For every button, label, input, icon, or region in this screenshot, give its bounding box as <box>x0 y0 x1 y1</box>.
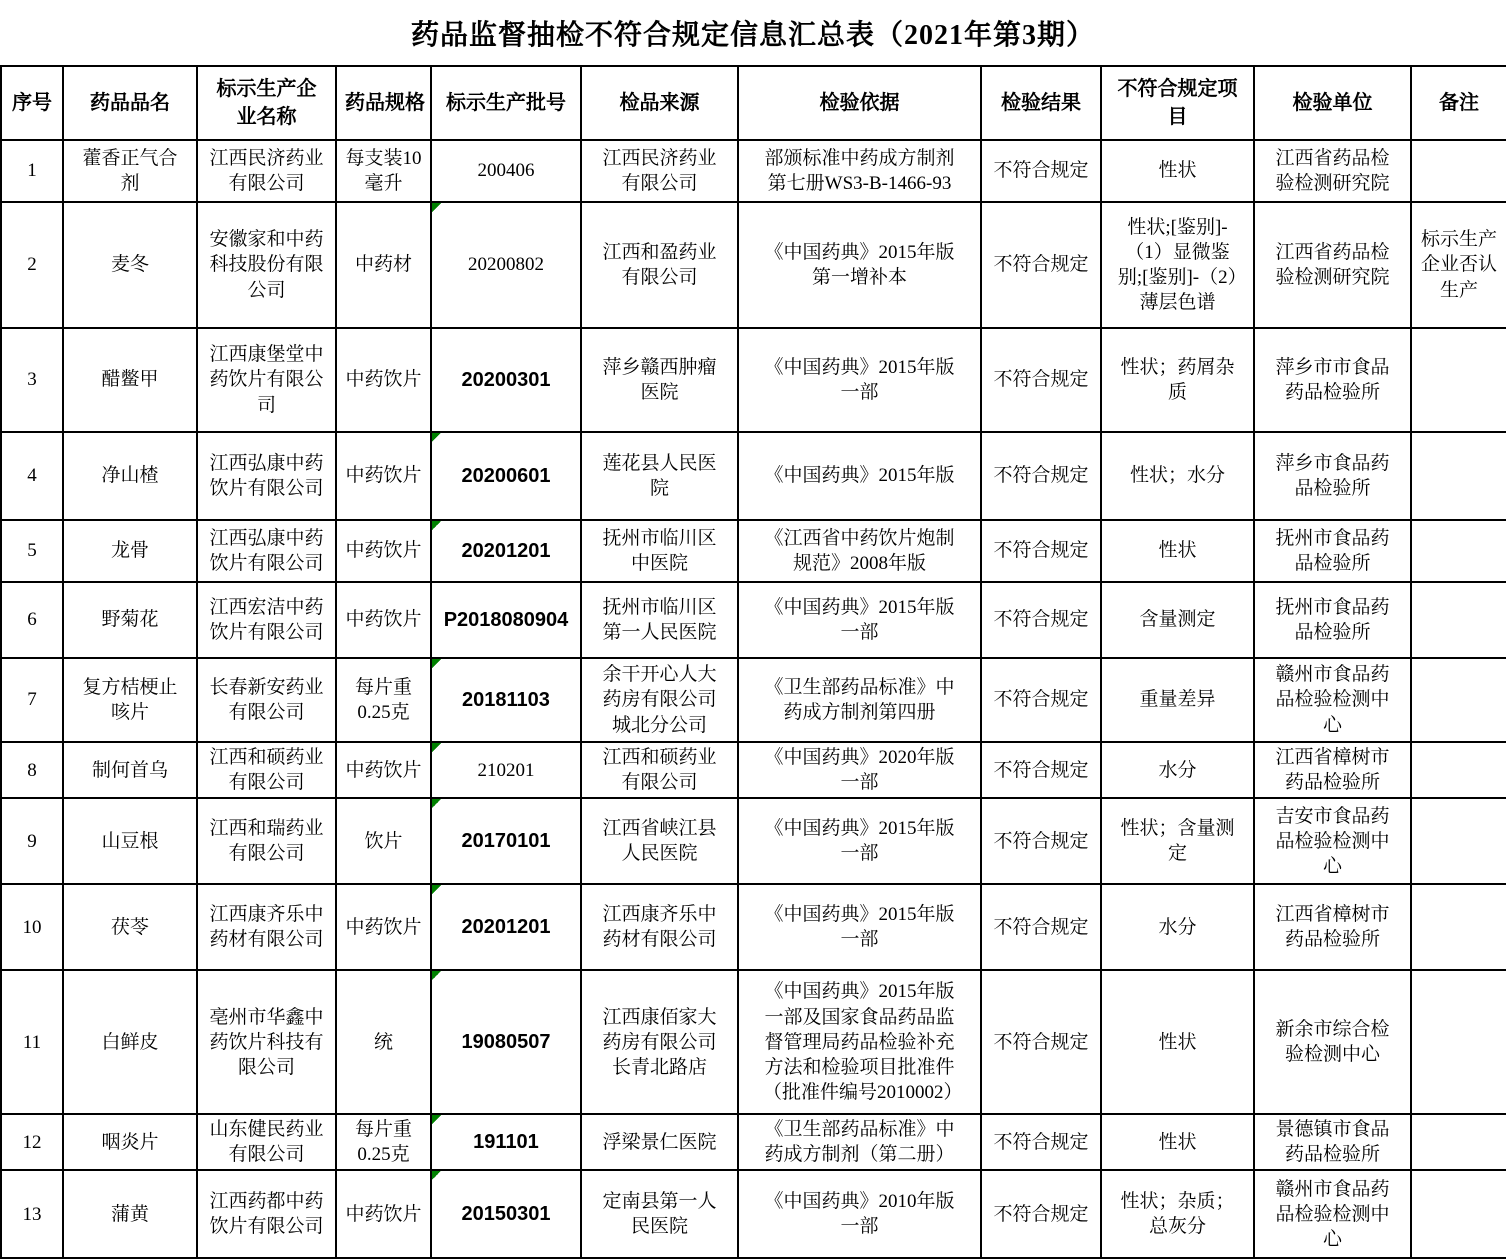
cell-batch: 20181103 <box>431 658 581 742</box>
column-header-source: 检品来源 <box>581 66 738 140</box>
cell-batch: 20200301 <box>431 328 581 432</box>
cell-spec: 饮片 <box>336 798 431 884</box>
cell-no: 7 <box>1 658 63 742</box>
cell-manufacturer: 江西宏洁中药饮片有限公司 <box>197 582 336 658</box>
cell-basis: 《中国药典》2015年版第一增补本 <box>738 202 981 328</box>
cell-basis: 《中国药典》2015年版 <box>738 432 981 520</box>
cell-remark <box>1411 1114 1506 1170</box>
cell-result: 不符合规定 <box>981 884 1101 970</box>
cell-manufacturer: 江西和瑞药业有限公司 <box>197 798 336 884</box>
cell-items: 水分 <box>1101 742 1254 798</box>
page-title: 药品监督抽检不符合规定信息汇总表（2021年第3期） <box>410 19 1095 51</box>
cell-items: 性状 <box>1101 140 1254 202</box>
cell-source: 江西康齐乐中药材有限公司 <box>581 884 738 970</box>
cell-basis: 《卫生部药品标准》中药成方制剂（第二册） <box>738 1114 981 1170</box>
cell-spec: 中药饮片 <box>336 582 431 658</box>
cell-no: 5 <box>1 520 63 582</box>
column-header-basis: 检验依据 <box>738 66 981 140</box>
cell-unit: 新余市综合检验检测中心 <box>1254 970 1411 1114</box>
table-row <box>1 202 1506 328</box>
cell-manufacturer: 安徽家和中药科技股份有限公司 <box>197 202 336 328</box>
cell-name: 龙骨 <box>63 520 197 582</box>
cell-unit: 吉安市食品药品检验检测中心 <box>1254 798 1411 884</box>
cell-manufacturer: 江西弘康中药饮片有限公司 <box>197 520 336 582</box>
cell-basis: 《江西省中药饮片炮制规范》2008年版 <box>738 520 981 582</box>
cell-batch: 20200802 <box>431 202 581 328</box>
cell-batch: 20200601 <box>431 432 581 520</box>
cell-items: 水分 <box>1101 884 1254 970</box>
cell-batch: 19080507 <box>431 970 581 1114</box>
cell-items: 含量测定 <box>1101 582 1254 658</box>
cell-unit: 抚州市食品药品检验所 <box>1254 582 1411 658</box>
cell-source: 江西康佰家大药房有限公司长青北路店 <box>581 970 738 1114</box>
cell-batch: 210201 <box>431 742 581 798</box>
cell-unit: 萍乡市食品药品检验所 <box>1254 432 1411 520</box>
cell-no: 12 <box>1 1114 63 1170</box>
cell-result: 不符合规定 <box>981 1170 1101 1258</box>
cell-no: 6 <box>1 582 63 658</box>
column-header-items: 不符合规定项目 <box>1101 66 1254 140</box>
cell-source: 江西和硕药业有限公司 <box>581 742 738 798</box>
cell-source: 莲花县人民医院 <box>581 432 738 520</box>
cell-spec: 中药饮片 <box>336 1170 431 1258</box>
cell-unit: 景德镇市食品药品检验所 <box>1254 1114 1411 1170</box>
cell-batch: 20201201 <box>431 520 581 582</box>
cell-items: 性状 <box>1101 1114 1254 1170</box>
cell-spec: 每片重0.25克 <box>336 1114 431 1170</box>
cell-name: 蒲黄 <box>63 1170 197 1258</box>
cell-manufacturer: 长春新安药业有限公司 <box>197 658 336 742</box>
cell-unit: 赣州市食品药品检验检测中心 <box>1254 658 1411 742</box>
cell-basis: 《中国药典》2010年版一部 <box>738 1170 981 1258</box>
table-row <box>1 328 1506 432</box>
cell-basis: 部颁标准中药成方制剂第七册WS3-B-1466-93 <box>738 140 981 202</box>
cell-spec: 每支装10毫升 <box>336 140 431 202</box>
cell-source: 抚州市临川区中医院 <box>581 520 738 582</box>
column-header-unit: 检验单位 <box>1254 66 1411 140</box>
cell-items: 性状 <box>1101 520 1254 582</box>
cell-basis: 《中国药典》2015年版一部 <box>738 798 981 884</box>
cell-result: 不符合规定 <box>981 328 1101 432</box>
cell-source: 浮梁景仁医院 <box>581 1114 738 1170</box>
cell-remark <box>1411 1170 1506 1258</box>
cell-result: 不符合规定 <box>981 742 1101 798</box>
cell-source: 江西民济药业有限公司 <box>581 140 738 202</box>
cell-items: 性状；药屑杂质 <box>1101 328 1254 432</box>
cell-result: 不符合规定 <box>981 520 1101 582</box>
table-row <box>1 582 1506 658</box>
cell-batch: 20150301 <box>431 1170 581 1258</box>
cell-name: 咽炎片 <box>63 1114 197 1170</box>
cell-manufacturer: 江西民济药业有限公司 <box>197 140 336 202</box>
table-row <box>1 520 1506 582</box>
cell-name: 白鲜皮 <box>63 970 197 1114</box>
cell-remark <box>1411 798 1506 884</box>
cell-manufacturer: 江西药都中药饮片有限公司 <box>197 1170 336 1258</box>
summary-table <box>0 65 1506 1259</box>
cell-batch: 20170101 <box>431 798 581 884</box>
cell-batch: P2018080904 <box>431 582 581 658</box>
cell-remark <box>1411 140 1506 202</box>
cell-basis: 《卫生部药品标准》中药成方制剂第四册 <box>738 658 981 742</box>
cell-name: 醋鳖甲 <box>63 328 197 432</box>
cell-spec: 中药饮片 <box>336 884 431 970</box>
table-row <box>1 742 1506 798</box>
table-body <box>1 140 1506 1258</box>
table-row <box>1 884 1506 970</box>
cell-batch: 20201201 <box>431 884 581 970</box>
cell-result: 不符合规定 <box>981 582 1101 658</box>
cell-items: 性状;[鉴别]-（1）显微鉴别;[鉴别]-（2）薄层色谱 <box>1101 202 1254 328</box>
cell-source: 抚州市临川区第一人民医院 <box>581 582 738 658</box>
cell-unit: 江西省药品检验检测研究院 <box>1254 202 1411 328</box>
cell-no: 13 <box>1 1170 63 1258</box>
cell-remark: 标示生产企业否认生产 <box>1411 202 1506 328</box>
table-row <box>1 658 1506 742</box>
cell-manufacturer: 江西弘康中药饮片有限公司 <box>197 432 336 520</box>
table-row <box>1 1170 1506 1258</box>
cell-items: 性状；水分 <box>1101 432 1254 520</box>
cell-remark <box>1411 582 1506 658</box>
cell-batch: 200406 <box>431 140 581 202</box>
cell-source: 江西省峡江县人民医院 <box>581 798 738 884</box>
cell-spec: 中药饮片 <box>336 328 431 432</box>
cell-no: 3 <box>1 328 63 432</box>
cell-items: 性状 <box>1101 970 1254 1114</box>
cell-manufacturer: 江西康齐乐中药材有限公司 <box>197 884 336 970</box>
column-header-result: 检验结果 <box>981 66 1101 140</box>
cell-no: 11 <box>1 970 63 1114</box>
cell-manufacturer: 亳州市华鑫中药饮片科技有限公司 <box>197 970 336 1114</box>
cell-spec: 中药饮片 <box>336 432 431 520</box>
cell-no: 2 <box>1 202 63 328</box>
cell-name: 茯苓 <box>63 884 197 970</box>
cell-unit: 赣州市食品药品检验检测中心 <box>1254 1170 1411 1258</box>
cell-manufacturer: 江西和硕药业有限公司 <box>197 742 336 798</box>
cell-basis: 《中国药典》2015年版一部 <box>738 328 981 432</box>
cell-spec: 统 <box>336 970 431 1114</box>
column-header-remark: 备注 <box>1411 66 1506 140</box>
cell-result: 不符合规定 <box>981 970 1101 1114</box>
table-row <box>1 1114 1506 1170</box>
column-header-no: 序号 <box>1 66 63 140</box>
cell-basis: 《中国药典》2020年版一部 <box>738 742 981 798</box>
cell-result: 不符合规定 <box>981 202 1101 328</box>
cell-items: 性状；杂质；总灰分 <box>1101 1170 1254 1258</box>
cell-result: 不符合规定 <box>981 658 1101 742</box>
cell-no: 4 <box>1 432 63 520</box>
cell-remark <box>1411 658 1506 742</box>
cell-spec: 中药饮片 <box>336 520 431 582</box>
cell-result: 不符合规定 <box>981 140 1101 202</box>
cell-remark <box>1411 432 1506 520</box>
cell-basis: 《中国药典》2015年版一部及国家食品药品监督管理局药品检验补充方法和检验项目批准件（批准件编号2010002） <box>738 970 981 1114</box>
cell-manufacturer: 山东健民药业有限公司 <box>197 1114 336 1170</box>
cell-unit: 江西省药品检验检测研究院 <box>1254 140 1411 202</box>
cell-source: 江西和盈药业有限公司 <box>581 202 738 328</box>
cell-name: 净山楂 <box>63 432 197 520</box>
table-row <box>1 432 1506 520</box>
cell-batch: 191101 <box>431 1114 581 1170</box>
cell-remark <box>1411 970 1506 1114</box>
cell-spec: 中药材 <box>336 202 431 328</box>
cell-unit: 抚州市食品药品检验所 <box>1254 520 1411 582</box>
cell-no: 8 <box>1 742 63 798</box>
cell-remark <box>1411 520 1506 582</box>
column-header-manufacturer: 标示生产企业名称 <box>197 66 336 140</box>
column-header-batch: 标示生产批号 <box>431 66 581 140</box>
cell-items: 性状；含量测定 <box>1101 798 1254 884</box>
cell-items: 重量差异 <box>1101 658 1254 742</box>
table-row <box>1 798 1506 884</box>
header-row <box>1 66 1506 140</box>
table-row <box>1 140 1506 202</box>
cell-basis: 《中国药典》2015年版一部 <box>738 582 981 658</box>
cell-manufacturer: 江西康堡堂中药饮片有限公司 <box>197 328 336 432</box>
cell-name: 制何首乌 <box>63 742 197 798</box>
cell-source: 余干开心人大药房有限公司城北分公司 <box>581 658 738 742</box>
cell-name: 藿香正气合剂 <box>63 140 197 202</box>
cell-spec: 中药饮片 <box>336 742 431 798</box>
cell-unit: 江西省樟树市药品检验所 <box>1254 884 1411 970</box>
cell-source: 定南县第一人民医院 <box>581 1170 738 1258</box>
cell-remark <box>1411 884 1506 970</box>
cell-name: 山豆根 <box>63 798 197 884</box>
cell-result: 不符合规定 <box>981 1114 1101 1170</box>
cell-no: 1 <box>1 140 63 202</box>
cell-basis: 《中国药典》2015年版一部 <box>738 884 981 970</box>
column-header-name: 药品品名 <box>63 66 197 140</box>
cell-name: 麦冬 <box>63 202 197 328</box>
column-header-spec: 药品规格 <box>336 66 431 140</box>
cell-remark <box>1411 742 1506 798</box>
cell-remark <box>1411 328 1506 432</box>
cell-result: 不符合规定 <box>981 432 1101 520</box>
cell-name: 复方桔梗止咳片 <box>63 658 197 742</box>
cell-result: 不符合规定 <box>981 798 1101 884</box>
cell-source: 萍乡赣西肿瘤医院 <box>581 328 738 432</box>
cell-unit: 江西省樟树市药品检验所 <box>1254 742 1411 798</box>
cell-spec: 每片重0.25克 <box>336 658 431 742</box>
table-row <box>1 970 1506 1114</box>
cell-no: 9 <box>1 798 63 884</box>
cell-unit: 萍乡市市食品药品检验所 <box>1254 328 1411 432</box>
cell-no: 10 <box>1 884 63 970</box>
cell-name: 野菊花 <box>63 582 197 658</box>
